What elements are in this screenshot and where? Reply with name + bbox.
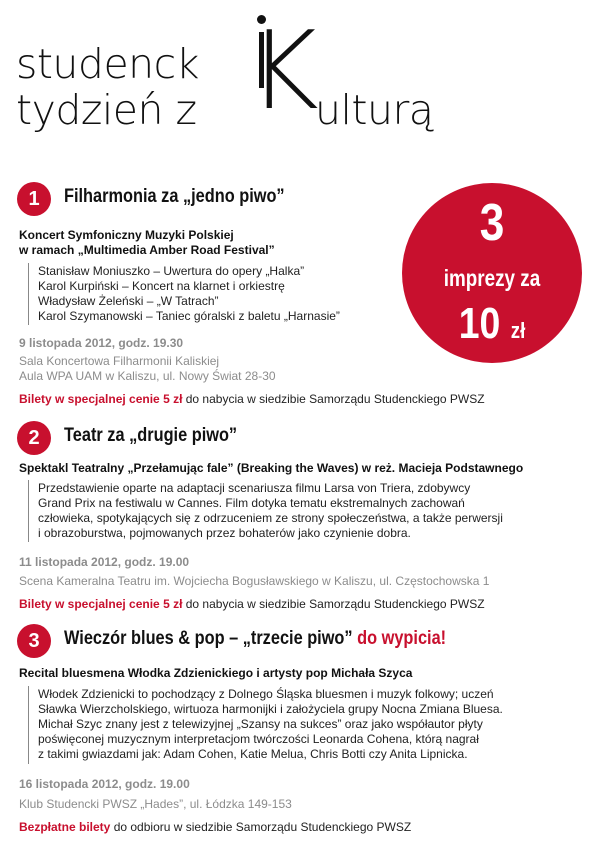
event-3-subtitle: Recital bluesmena Włodka Zdzienickiego i artysty pop Michała Szyca [19,666,413,680]
venue-line: Sala Koncertowa Filharmonii Kaliskiej [19,354,220,368]
event-2-title: Teatr za „drugie piwo” [64,425,238,446]
event-2-venue: Scena Kameralna Teatru im. Wojciecha Bogusławskiego w Kaliszu, ul. Częstochowska 1 [19,574,490,588]
event-1-subtitle [19,228,275,258]
desc-line: Grand Prix na festiwalu w Cannes. Film dotyka tematu ekstremalnych zachowań [38,496,465,510]
promo-price [416,299,569,349]
event-2-subtitle: Spektakl Teatralny „Przełamując fale” (Breaking the Waves) w reż. Macieja Podstawnego [19,461,524,475]
event-1-tickets [19,392,485,406]
event-1-divider [28,263,29,325]
event-1-number: 1 [17,182,51,216]
event-3-description [38,687,583,762]
tickets-highlight: Bilety w specjalnej cenie 5 zł [19,392,183,406]
promo-text: imprezy za [443,265,541,291]
event-1-title: Filharmonia za „jedno piwo” [64,186,285,207]
title-big-k: K [248,9,319,134]
event-2-description [38,481,583,541]
tickets-highlight: Bezpłatne bilety [19,820,111,834]
event-2-tickets [19,597,485,611]
tickets-highlight: Bilety w specjalnej cenie 5 zł [19,597,183,611]
promo-count: 3 [479,194,505,252]
title-line-2: tydzień z [16,86,197,134]
desc-line: Przedstawienie oparte na adaptacji scenariusza filmu Larsa von Triera, zdobywcy [38,481,471,495]
event-1-program [38,264,340,324]
promo-badge [402,183,582,363]
desc-line: z takimi gwiazdami jak: Adam Cohen, Katie Melua, Chris Botti czy Anita Lipnicka. [38,747,468,761]
promo-price-value: 10 [458,299,501,348]
event-3-venue: Klub Studencki PWSZ „Hades”, ul. Łódzka 149-153 [19,797,292,811]
desc-line: i obrazoburstwa, pojmowanych przez bohaterów jako czynienie dobra. [38,526,411,540]
tickets-info: do odbioru w siedzibie Samorządu Studenckiego PWSZ [110,820,412,834]
title-line-1: studenck [16,40,199,88]
desc-line: poświęconej muzycznym interpretacjom twórczości Leonarda Cohena, którą nagrał [38,732,479,746]
promo-currency: zł [510,318,526,343]
title-ultura: ulturą [315,86,434,134]
event-1-venue [19,354,276,384]
desc-line: Michał Szyc znany jest z telewizyjnej „Szansy na sukces” oraz jako współautor płyty [38,717,483,731]
venue-line: Aula WPA UAM w Kaliszu, ul. Nowy Świat 28-30 [19,369,276,383]
event-1-subtitle-line: w ramach „Multimedia Amber Road Festival” [19,243,275,257]
desc-line: Sławka Wierzcholskiego, wirtuoza harmonijki i założyciela grupy Nocna Zmiana Bluesa. [38,702,503,716]
program-item: Karol Szymanowski – Taniec góralski z baletu „Harnasie” [38,309,340,323]
event-3-title [64,628,446,650]
event-3-title-accent: do wypicia! [352,628,447,649]
event-2-date: 11 listopada 2012, godz. 19.00 [19,555,190,569]
program-item: Władysław Żeleński – „W Tatrach” [38,294,219,308]
event-3-date: 16 listopada 2012, godz. 19.00 [19,777,190,791]
event-2-number: 2 [17,421,51,455]
event-3-number: 3 [17,624,51,658]
program-item: Stanisław Moniuszko – Uwertura do opery „Halka” [38,264,305,278]
program-item: Karol Kurpiński – Koncert na klarnet i orkiestrę [38,279,285,293]
event-3-divider [28,686,29,764]
event-1-date: 9 listopada 2012, godz. 19.30 [19,336,184,350]
desc-line: Włodek Zdzienicki to pochodzący z Dolnego Śląska bluesmen i muzyk folkowy; uczeń [38,687,494,701]
event-3-tickets [19,820,411,834]
tickets-info: do nabycia w siedzibie Samorządu Studenckiego PWSZ [182,597,485,611]
event-2-divider [28,480,29,542]
event-3-title-main: Wieczór blues & pop – „trzecie piwo” [64,628,353,649]
event-1-subtitle-line: Koncert Symfoniczny Muzyki Polskiej [19,228,234,242]
desc-line: człowieka, spotykających się z odrzuceniem ze strony społeczeństwa, a także perwersji [38,511,503,525]
tickets-info: do nabycia w siedzibie Samorządu Studenckiego PWSZ [182,392,485,406]
